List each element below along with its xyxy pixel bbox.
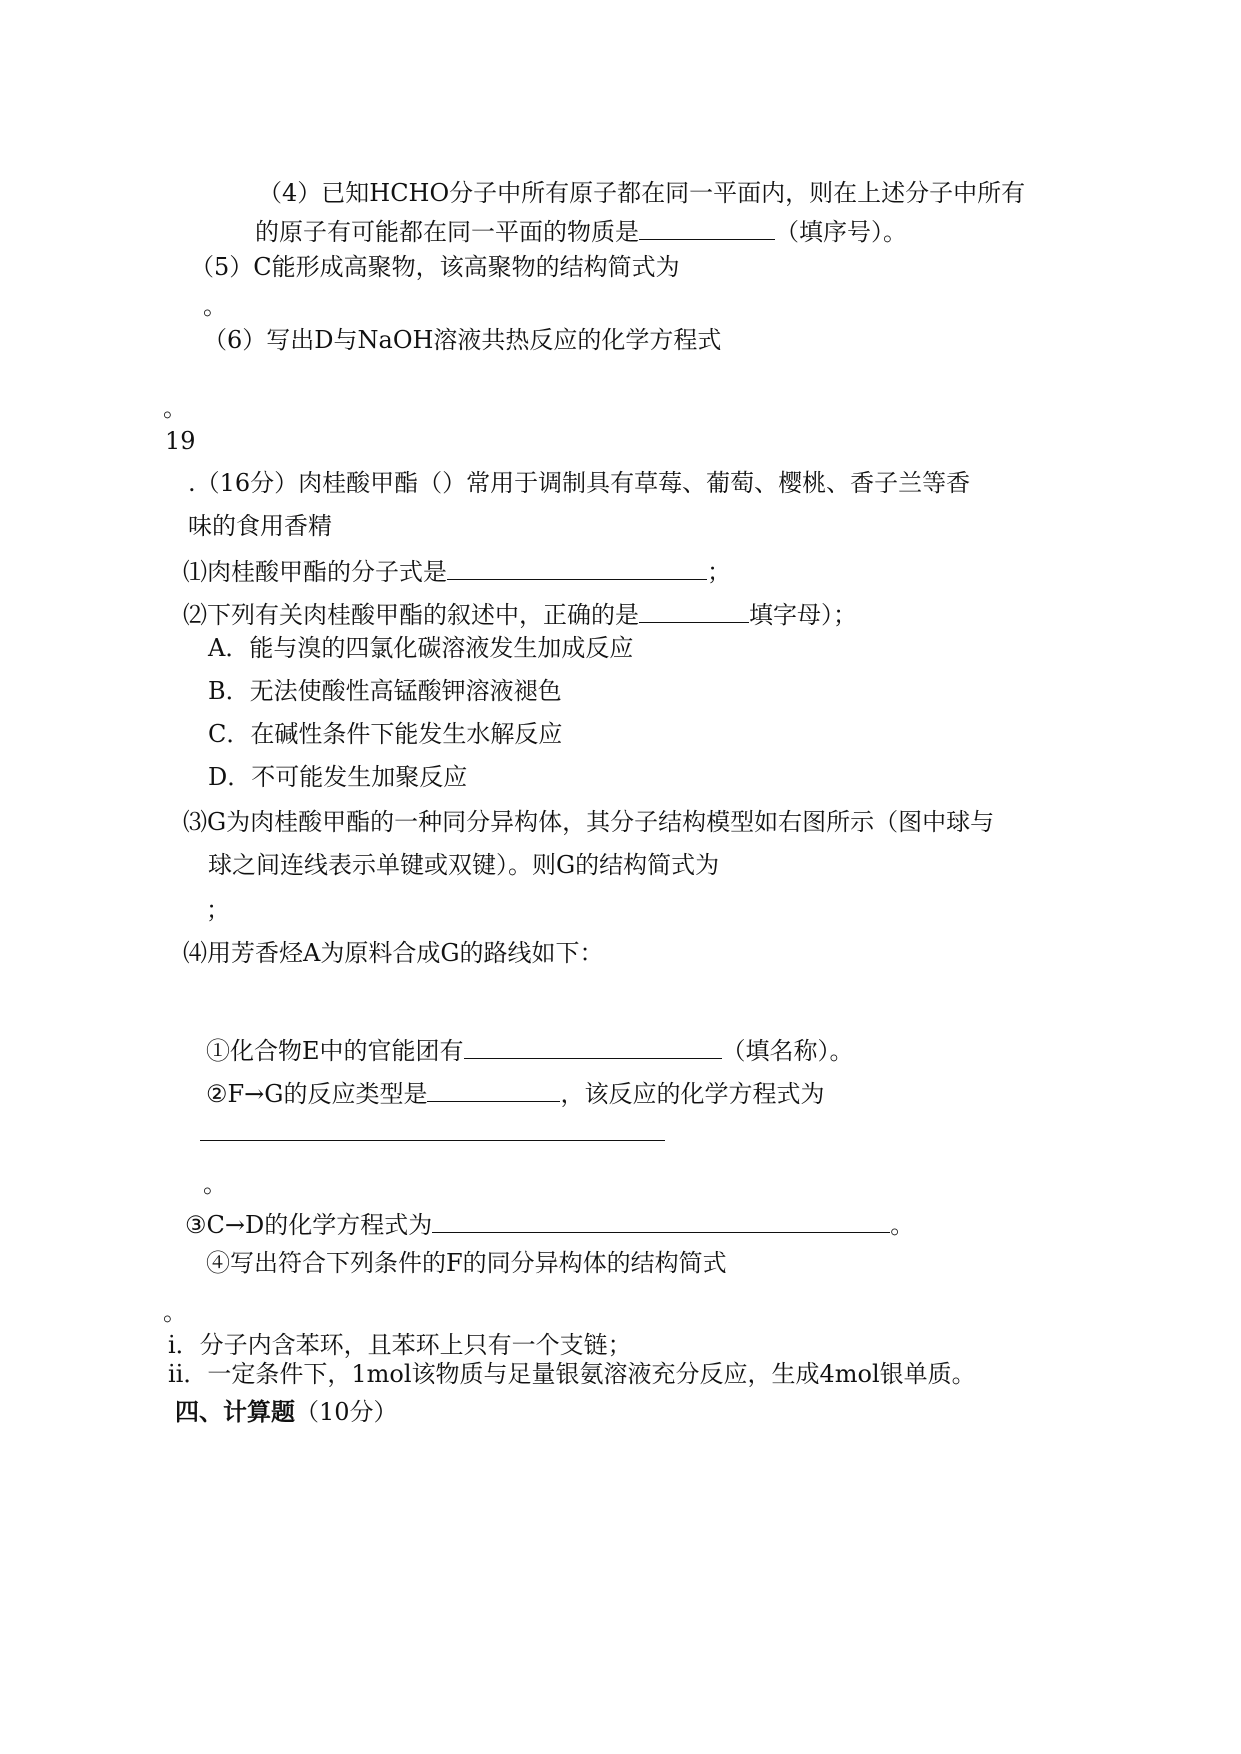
q19-sub2-suffix: 填字母）； — [749, 601, 857, 629]
q18-part4-suffix: （填序号）。 — [775, 218, 907, 246]
section-title: 四、计算题 — [175, 1397, 295, 1426]
part2-end: 。 — [203, 1170, 227, 1198]
q19-sub1-suffix: ； — [707, 558, 731, 586]
q18-part5-end: 。 — [203, 292, 227, 320]
q18-part4-text: 的原子有可能都在同一平面的物质是 — [255, 218, 639, 246]
q19-intro-line2: 味的食用香精 — [188, 512, 332, 540]
part4-end: 。 — [163, 1298, 187, 1326]
part1-text: ①化合物E中的官能团有 — [206, 1037, 464, 1065]
q19-sub4-part4: ④写出符合下列条件的F的同分异构体的结构简式 — [206, 1249, 727, 1277]
q19-sub3-line2: 球之间连线表示单键或双键）。则G的结构简式为 — [208, 851, 720, 879]
q19-sub3-end: ； — [206, 896, 230, 924]
q19-sub1 — [183, 553, 731, 588]
q19-sub2-text: ⑵下列有关肉桂酸甲酯的叙述中，正确的是 — [183, 601, 639, 629]
condition-ii: ⅱ．一定条件下，1mol该物质与足量银氨溶液充分反应，生成4mol银单质。 — [168, 1360, 976, 1388]
option-a: A．能与溴的四氯化碳溶液发生加成反应 — [208, 634, 634, 662]
q19-number: 19 — [165, 427, 196, 455]
part1-suffix: （填名称）。 — [721, 1037, 854, 1065]
part2-text: ②F→G的反应类型是 — [206, 1080, 428, 1108]
q19-sub3-line1: ⑶G为肉桂酸甲酯的一种同分异构体，其分子结构模型如右图所示（图中球与 — [183, 808, 995, 836]
option-d: D．不可能发生加聚反应 — [208, 763, 468, 791]
answer-blank[interactable] — [447, 553, 707, 580]
section-points: （10分） — [295, 1398, 398, 1426]
option-b: B．无法使酸性高锰酸钾溶液褪色 — [208, 677, 562, 705]
q18-part6-end: 。 — [163, 394, 187, 422]
answer-blank[interactable] — [432, 1206, 890, 1233]
q19-sub4-part2 — [206, 1075, 824, 1110]
answer-blank[interactable] — [427, 1075, 560, 1102]
answer-blank[interactable] — [464, 1032, 722, 1059]
q19-sub2 — [183, 596, 857, 631]
answer-blank[interactable] — [639, 213, 775, 240]
q19-sub1-text: ⑴肉桂酸甲酯的分子式是 — [183, 558, 447, 586]
answer-line[interactable] — [200, 1140, 665, 1141]
part2-suffix: ，该反应的化学方程式为 — [560, 1080, 825, 1108]
part3-text: ③C→D的化学方程式为 — [185, 1211, 433, 1239]
option-c: C．在碱性条件下能发生水解反应 — [208, 720, 563, 748]
q18-part4-line2 — [255, 213, 907, 248]
part3-suffix: 。 — [890, 1211, 915, 1239]
q18-part4-line1: （4）已知HCHO分子中所有原子都在同一平面内，则在上述分子中所有 — [258, 179, 1026, 207]
q19-intro-line1: .（16分）肉桂酸甲酯（）常用于调制具有草莓、葡萄、樱桃、香子兰等香 — [188, 469, 971, 497]
q19-sub4-part1 — [206, 1032, 854, 1067]
q18-part6-line1: （6）写出D与NaOH溶液共热反应的化学方程式 — [203, 326, 722, 354]
q19-sub4-part3 — [185, 1206, 914, 1241]
q18-part5-line1: （5）C能形成高聚物，该高聚物的结构简式为 — [190, 253, 680, 281]
condition-i: ⅰ．分子内含苯环，且苯环上只有一个支链； — [168, 1331, 632, 1359]
q19-sub4: ⑷用芳香烃A为原料合成G的路线如下： — [183, 939, 604, 967]
answer-blank[interactable] — [639, 596, 749, 623]
section-heading — [175, 1396, 398, 1428]
